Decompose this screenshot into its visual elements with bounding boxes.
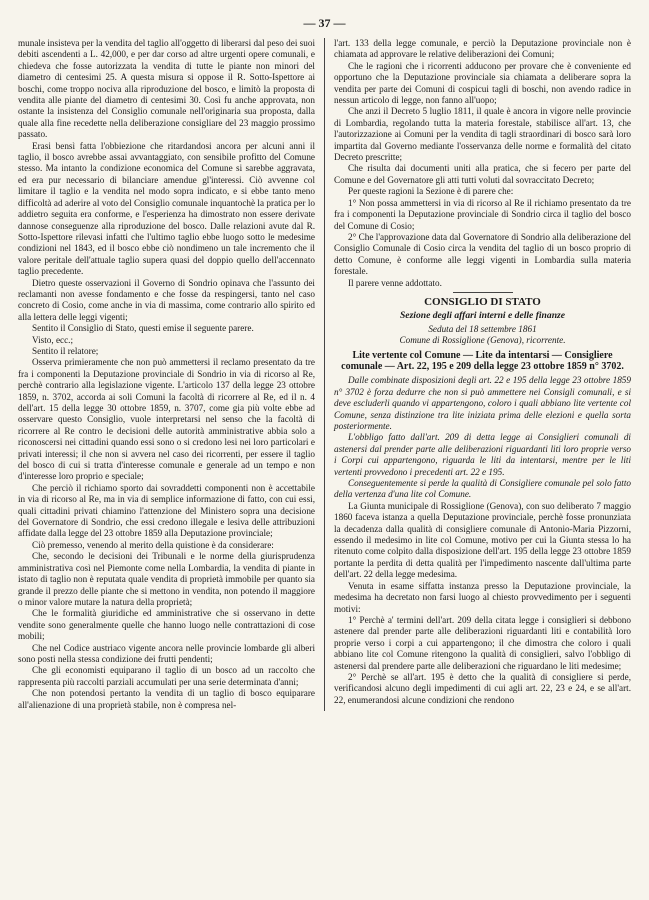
summary-paragraph: Conseguentemente si perde la qualità di Consigliere comunale pel solo fatto della vertenza d'una lite col Comune. xyxy=(334,478,631,500)
paragraph: 1° Perchè a' termini dell'art. 209 della citata legge i consiglieri si debbono astenere dal prender parte alle deliberazioni riguardanti liti e contabilità loro proprie verso i corpi a cui appartengono; il che dimostra che coloro i quali abbiano lite col Comune ritengono la qualità di consiglieri, salvo l'obbligo di astenersi dal prendere parte alle deliberazioni che riguardano le liti medesime; xyxy=(334,614,631,671)
right-column xyxy=(325,38,631,711)
paragraph: Che, secondo le decisioni dei Tribunali e le norme della giurisprudenza amministrativa così nel Piemonte come nella Lombardia, la vendita di piante in istato di taglio non è reputata quale vendita di proprietà immobile per quanto sia grande il prezzo delle piante che si mettono in vendita, non potendo il maggiore o minor valore mutare la natura della proprietà; xyxy=(18,551,315,607)
summary-paragraph: Dalle combinate disposizioni degli art. 22 e 195 della legge 23 ottobre 1859 n° 3702 è forza dedurre che non si può ammettere nei Consigli comunali, e si deve escluderli quando vi appartengono, coloro i quali abbiano lite vertente col Comune, senza distinzione tra lite iniziata prima delle elezioni e quella sorta posteriormente. xyxy=(334,375,631,431)
paragraph: Venuta in esame siffatta instanza presso la Deputazione provinciale, la medesima ha decretato non farsi luogo al chiesto provvedimento per i seguenti motivi: xyxy=(334,580,631,614)
section-subtitle: Sezione degli affari interni e delle finanze xyxy=(399,310,566,322)
paragraph: Che risulta dai documenti uniti alla pratica, che si fecero per parte del Comune e del Governatore gli atti tutti voluti dal sovraccitato Decreto; xyxy=(334,163,631,185)
session-date: Seduta del 18 settembre 1861 xyxy=(428,323,537,334)
paragraph: Dietro queste osservazioni il Governo di Sondrio opinava che l'assunto dei reclamanti non avesse fondamento e che fosse da respingersi, tanto nel caso concreto di Cosio, come anche in via di massima, come contrario allo spirito ed alla lettera delle leggi vigenti; xyxy=(18,277,315,322)
page-number: — 37 — xyxy=(303,16,346,30)
paragraph: Che anzi il Decreto 5 luglio 1811, il quale è ancora in vigore nelle provincie di Lombardia, regolando tutta la materia forestale, stabilisce all'art. 13, che l'autorizzazione ai Comuni per la vendita di tagli straordinari di bosco sarà loro impartita dal Governo mediante l'osservanza delle norme e formalità del citato Decreto prescritte; xyxy=(334,106,631,163)
paragraph: Che nel Codice austriaco vigente ancora nelle provincie lombarde gli alberi sono posti nella stessa condizione dei frutti pendenti; xyxy=(18,642,315,664)
section-title: CONSIGLIO DI STATO xyxy=(424,295,541,308)
paragraph: Erasi bensì fatta l'obbiezione che ritardandosi ancora per alcuni anni il taglio, il bosco avrebbe assai avvantaggiato, con sensibile profitto del Comune stesso. Ma intanto la condizione economica del Comune si sarebbe aggravata, ed era pur necessario di bilanciare amendue gl'interessi. Ciò avvenne col limitare il taglio e la vendita nel modo sopra indicato, e si ebbe tanto meno difficoltà ad aderire al voto del Consiglio comunale inquantochè la pratica per lo addietro seguita era conforme, e l'esperienza ha dimostrato non essere derivate dannose conseguenze alla riproduzione del bosco. Dalle relazioni avute dal R. Sotto-Ispettore rilevasi infatti che l'ultimo taglio ebbe luogo sotto le medesime condizioni nel 1843, ed il bosco ebbe ciò nondimeno un tale incremento che il valore peritale dell'attuale taglio supera quasi del doppio quello dell'accennato taglio precedente. xyxy=(18,140,315,277)
paragraph: Che le ragioni che i ricorrenti adducono per provare che è conveniente ed opportuno che la Deputazione provinciale sia chiamata a deliberare sopra la vendita per parte dei Comuni di cospicui tagli di boschi, non avendo radice in nessun articolo di legge, non fanno all'uopo; xyxy=(334,60,631,106)
paragraph: 1° Non possa ammettersi in via di ricorso al Re il richiamo presentato da tre fra i componenti la Deputazione provinciale di Sondrio circa il taglio del bosco del Comune di Cosio; xyxy=(334,197,631,231)
paragraph: Visto, ecc.; xyxy=(32,334,74,345)
divider xyxy=(453,292,513,293)
paragraph: 2° Che l'approvazione data dal Governatore di Sondrio alla deliberazione del Consiglio Comunale di Cosio circa la vendita del taglio di un bosco proprio di detto Comune, è conforme alle leggi vigenti in Lombardia sulla materia forestale. xyxy=(334,231,631,277)
text-columns xyxy=(18,38,631,711)
paragraph: munale insisteva per la vendita del taglio all'oggetto di liberarsi dal peso dei suoi debiti ascendenti a L. 42,000, e per dar corso ad altre urgenti opere comunali, e chiedeva che fosse autorizzata la vendita di tutte le piante non minori del diametro di centesimi 25. A questa misura si oppose il R. Sotto-Ispettore ai boschi, come troppo nociva alla riproduzione del bosco, e limitò la proposta di vendita alle piante del diametro di centesimi 30. Così fu anche approvata, non ostante la insistenza del Consiglio comunale nell'originaria sua proposta, dalla quale alla fine recedette nella deliberazione consigliare del 23 maggio prossimo passato. xyxy=(18,38,315,140)
paragraph: Ciò premesso, venendo al merito della quistione è da considerare: xyxy=(32,539,274,550)
petitioner: Comune di Rossiglione (Genova), ricorrente. xyxy=(399,335,566,346)
paragraph: Che gli economisti equiparano il taglio di un bosco ad un raccolto che rappresenta più raccolti parziali accumulati per una serie determinata d'anni; xyxy=(18,665,315,687)
paragraph: Osserva primieramente che non può ammettersi il reclamo presentato da tre fra i componenti la Deputazione provinciale di Sondrio in via di ricorso al Re, perchè contrario alla legislazione vigente. L'articolo 137 della legge 23 ottobre 1859, n. 3702, accorda ai soli Comuni la facoltà di ricorrere al Re, ed il n. 4 dell'art. 15 della legge 30 ottobre 1859, n. 3707, come gia più volte ebbe ad osservare questo Consiglio, vuole interpretarsi nel senso che la facoltà di ricorrere al Re contro le decisioni delle autorità amministrative abbia solo a riconoscersi nei cittadini quando essi sono o si credono lesi nei loro particolari e privati interessi; il che non si avvera nel caso dei ricorrenti, per essere il taglio del bosco di cui si tratta d'interesse comunale e generale ad un tempo e non d'interesse loro proprio e speciale; xyxy=(18,357,315,482)
paragraph: La Giunta municipale di Rossiglione (Genova), con suo deliberato 7 maggio 1860 faceva istanza a quella Deputazione provinciale, perchè fosse pronunziata la decadenza dalla qualità di consigliere comunale di Antonio-Maria Pizzorni, essendo il medesimo in lite col Comune, motivo per cui la Giunta stessa lo ha ritenuto come colpito dalla disposizione dell'art. 195 della legge 23 ottobre 1859 portante la perdita di detta qualità per l'impedimento nascente dall'ultima parte dell'art. 22 della legge medesima. xyxy=(334,500,631,580)
paragraph: Sentito il Consiglio di Stato, questi emise il seguente parere. xyxy=(32,323,254,334)
summary-paragraph: L'obbligo fatto dall'art. 209 di detta legge ai Consiglieri comunali di astenersi dal prender parte alle deliberazioni riguardanti liti loro proprie verso i Corpi cui appartengono, riguarda le liti da intentarsi, mentre per le liti vertenti provvedono i precedenti art. 22 e 195. xyxy=(334,432,631,477)
paragraph: Il parere venne addottato. xyxy=(348,277,442,288)
case-heading: Lite vertente col Comune — Lite da intentarsi — Consigliere comunale — Art. 22, 195 e 209 della legge 23 ottobre 1859 n° 3702. xyxy=(341,349,624,372)
left-column xyxy=(18,38,325,711)
paragraph: Che non potendosi pertanto la vendita di un taglio di bosco equiparare all'alienazione di una proprietà stabile, non è compresa nel- xyxy=(18,688,315,710)
paragraph: Sentito il relatore; xyxy=(32,345,99,356)
paragraph: Che perciò il richiamo sporto dai sovraddetti componenti non è accettabile in via di ricorso al Re, ma in via di semplice informazione di fatto, con cui essi, quali cittadini privati chiamino l'attenzione del Ministero sopra una decisione del Governatore di Sondrio, che essi credono illegale e lesiva delle attribuzioni affidate dalla legge del 23 ottobre 1859 alla Deputazione provinciale; xyxy=(18,482,315,539)
paragraph: Per queste ragioni la Sezione è di parere che: xyxy=(348,186,514,197)
paragraph: l'art. 133 della legge comunale, e perciò la Deputazione provinciale non è chiamata ad approvare le relative deliberazioni dei Comuni; xyxy=(334,38,631,60)
paragraph: 2° Perchè se all'art. 195 è detto che la qualità di consigliere si perde, verificandosi alcuno degli impedimenti di cui agli art. 22, 23 e 24, e se all'art. 22, enumerandosi alcune condizioni che rendono xyxy=(334,671,631,705)
paragraph: Che le formalità giuridiche ed amministrative che si osservano in dette vendite sono generalmente quelle che hanno luogo nelle contrattazioni di cose mobili; xyxy=(18,608,315,642)
